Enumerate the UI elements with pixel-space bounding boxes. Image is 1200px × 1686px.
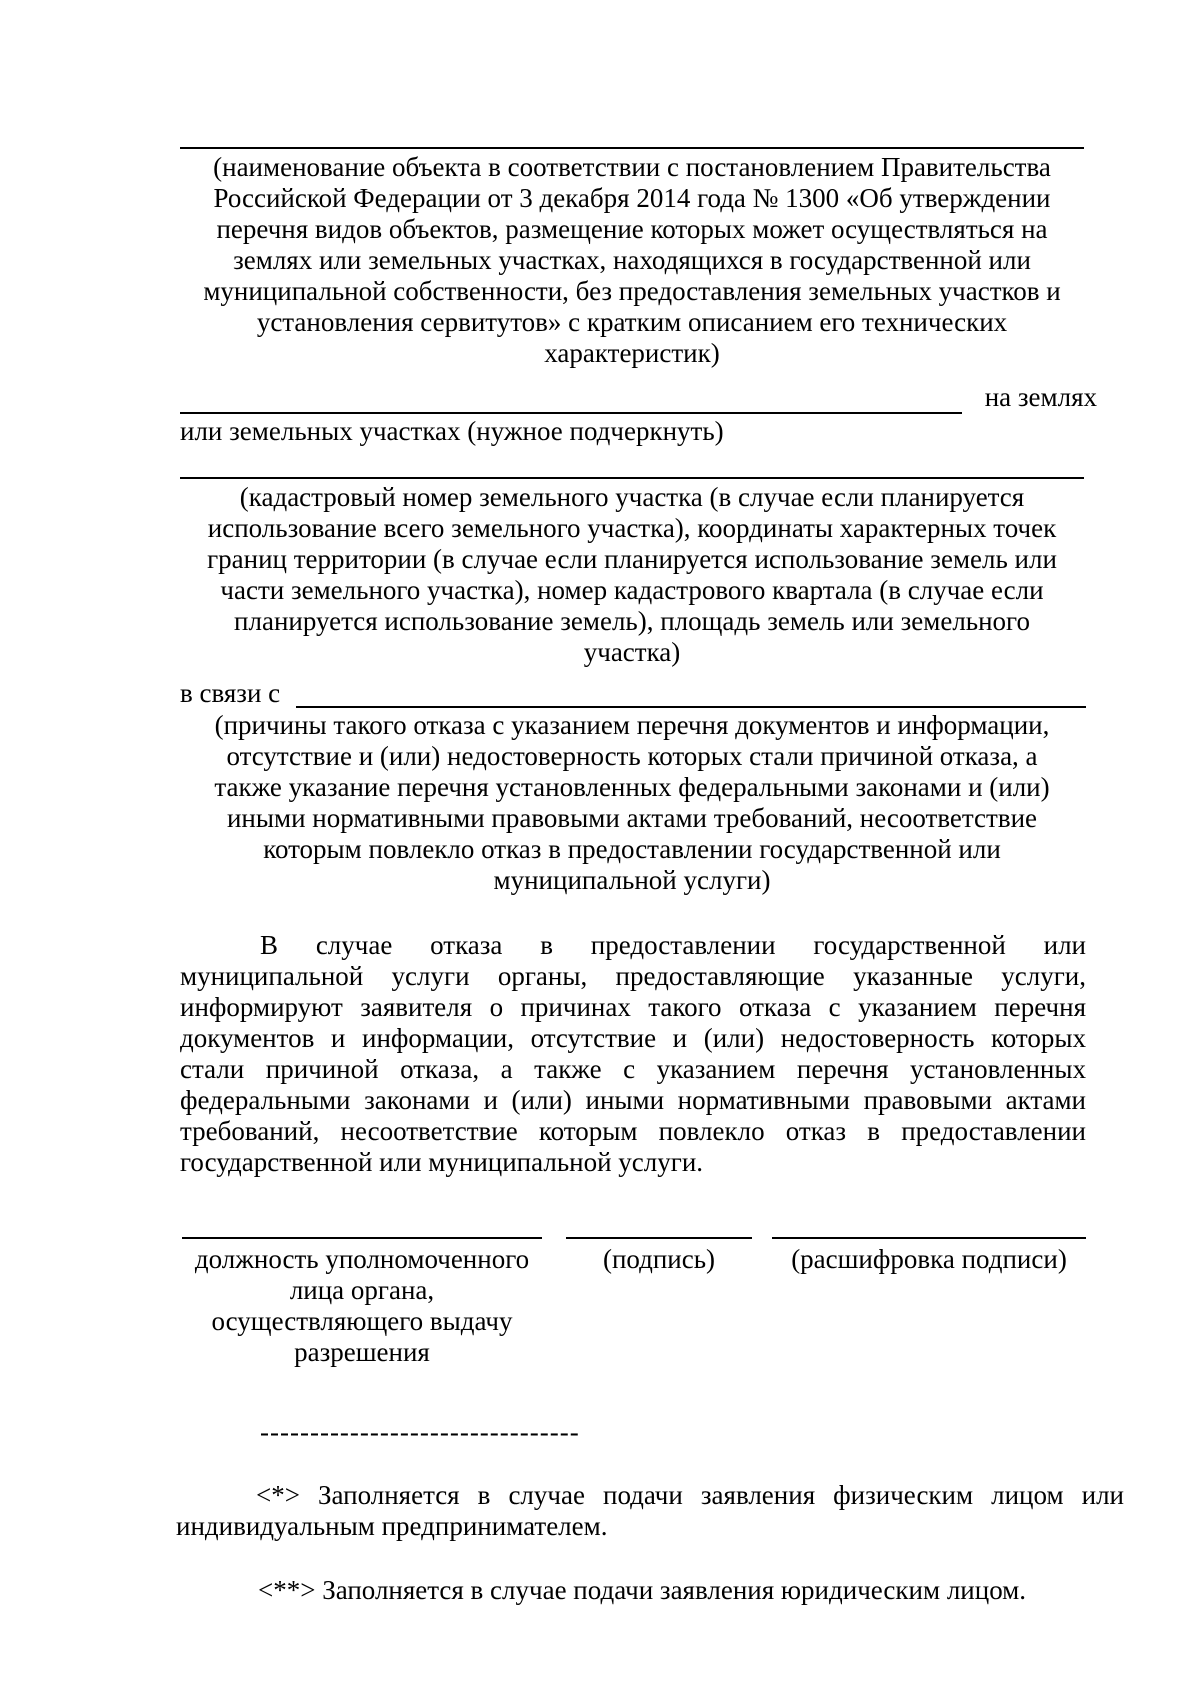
paragraph-line: муниципальной услуги органы, предоставляющие указанные услуги, — [180, 961, 1086, 991]
reason-caption — [170, 710, 1094, 896]
footnote-line: индивидуальным предпринимателем. — [176, 1511, 608, 1541]
signature-caption: (подпись) — [602, 1244, 716, 1274]
caption-line: (наименование объекта в соответствии с постановлением Правительства — [213, 152, 1051, 182]
caption-line: части земельного участка), номер кадастрового квартала (в случае если — [220, 575, 1044, 605]
caption-line: разрешения — [294, 1337, 430, 1367]
caption-line: установления сервитутов» с кратким описанием его технических — [256, 307, 1008, 337]
decode-field-line[interactable] — [772, 1237, 1086, 1239]
cadastral-caption — [170, 482, 1094, 668]
object-name-caption — [170, 152, 1094, 369]
lands-field-line[interactable] — [180, 412, 962, 414]
caption-line: (кадастровый номер земельного участка (в случае если планируется — [239, 482, 1025, 512]
footnote-1 — [176, 1480, 1124, 1542]
caption-line: осуществляющего выдачу — [211, 1306, 513, 1336]
paragraph-line: государственной или муниципальной услуги. — [180, 1147, 704, 1177]
caption-line: которым повлекло отказ в предоставлении государственной или — [263, 834, 1001, 864]
caption-line: должность уполномоченного — [194, 1244, 530, 1274]
paragraph-line: информируют заявителя о причинах такого отказа с указанием перечня — [180, 992, 1086, 1022]
position-caption — [178, 1244, 546, 1368]
reason-prefix: в связи с — [180, 678, 281, 708]
caption-line: Российской Федерации от 3 декабря 2014 года № 1300 «Об утверждении — [213, 183, 1051, 213]
footnote-2: <**> Заполняется в случае подачи заявления юридическим лицом. — [258, 1575, 1027, 1605]
position-field-line[interactable] — [182, 1237, 542, 1239]
decode-caption: (расшифровка подписи) — [791, 1244, 1067, 1274]
reason-field-line[interactable] — [296, 706, 1086, 708]
footnote-separator: -------------------------------- — [260, 1417, 580, 1447]
caption-line: характеристик) — [544, 338, 720, 368]
caption-line: использование всего земельного участка), координаты характерных точек — [207, 513, 1057, 543]
cadastral-field-line[interactable] — [180, 477, 1084, 479]
paragraph-line: требований, несоответствие которым повлекло отказ в предоставлении — [180, 1116, 1086, 1146]
caption-line: перечня видов объектов, размещение которых может осуществляться на — [216, 214, 1048, 244]
caption-line: лица органа, — [289, 1275, 435, 1305]
caption-line: землях или земельных участках, находящихся в государственной или — [233, 245, 1031, 275]
lands-line-2: или земельных участках (нужное подчеркнуть) — [180, 416, 724, 446]
caption-line: отсутствие и (или) недостоверность которых стали причиной отказа, а — [226, 741, 1038, 771]
caption-line: муниципальной собственности, без предоставления земельных участков и — [203, 276, 1061, 306]
caption-line: участка) — [583, 637, 681, 667]
caption-line: планируется использование земель), площадь земель или земельного — [234, 606, 1030, 636]
lands-suffix: на землях — [984, 382, 1097, 412]
caption-line: границ территории (в случае если планируется использование земель или — [207, 544, 1057, 574]
paragraph-line: документов и информации, отсутствие и (или) недостоверность которых — [180, 1023, 1086, 1053]
paragraph-line: стали причиной отказа, а также с указанием перечня установленных — [180, 1054, 1086, 1084]
signature-field-line[interactable] — [566, 1237, 752, 1239]
caption-line: (причины такого отказа с указанием перечня документов и информации, — [214, 710, 1050, 740]
footnote-line: <*> Заполняется в случае подачи заявления физическим лицом или — [256, 1480, 1124, 1510]
refusal-paragraph — [180, 930, 1086, 1178]
object-name-field-line[interactable] — [180, 147, 1084, 149]
caption-line: также указание перечня установленных федеральными законами и (или) — [214, 772, 1050, 802]
paragraph-line: федеральными законами и (или) иными нормативными правовыми актами — [180, 1085, 1086, 1115]
caption-line: иными нормативными правовыми актами требований, несоответствие — [226, 803, 1037, 833]
caption-line: муниципальной услуги) — [493, 865, 771, 895]
paragraph-line: В случае отказа в предоставлении государственной или — [260, 930, 1086, 960]
